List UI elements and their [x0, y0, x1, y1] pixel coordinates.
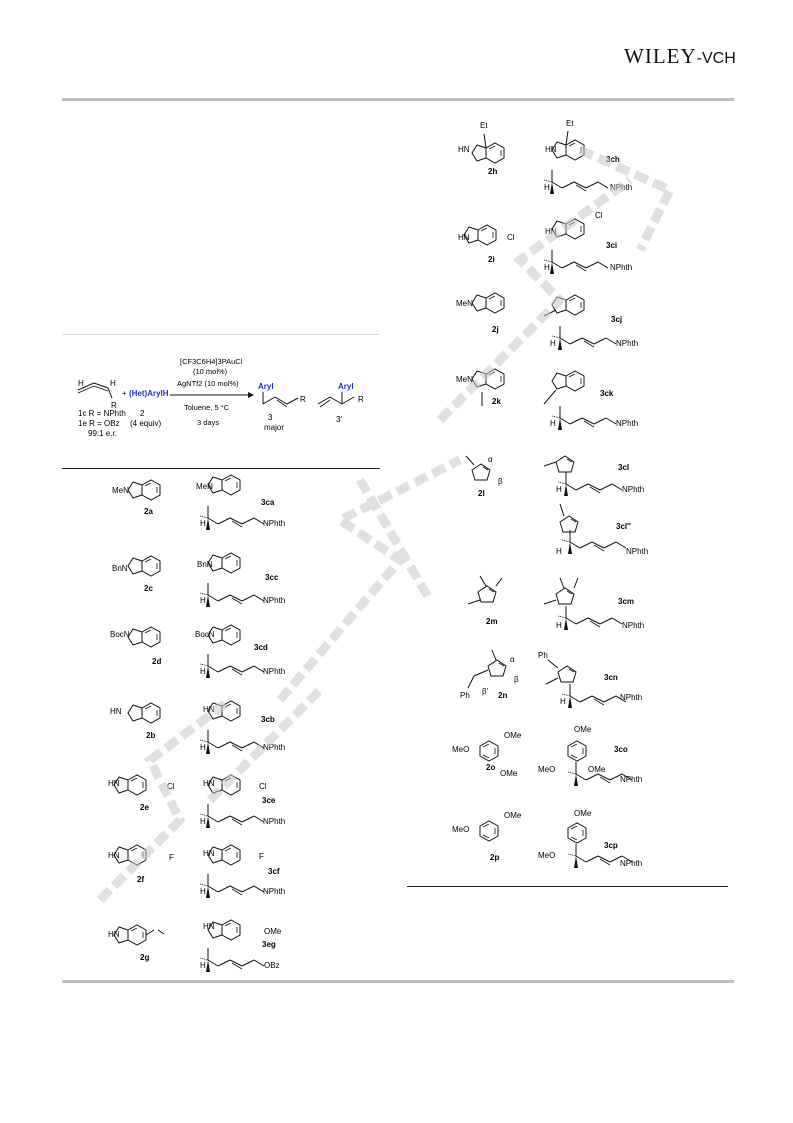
- product-number: 3cp: [604, 841, 618, 850]
- product-number: 3cl: [618, 463, 630, 472]
- product2-aryl-label: Aryl: [338, 382, 354, 391]
- prod-phenyl-label: Ph: [538, 651, 548, 660]
- tail-group: NPhth: [616, 419, 639, 428]
- reagent-number: 2: [140, 409, 145, 418]
- substituent-label: MeN: [112, 486, 129, 495]
- meo-label: MeO: [452, 825, 470, 834]
- entry-2k: [456, 369, 638, 430]
- stereo-h: H: [200, 743, 206, 752]
- substituent-label: HN: [108, 930, 120, 939]
- tail-group: NPhth: [610, 183, 633, 192]
- prod-ethyl-label: Et: [566, 119, 574, 128]
- substrate-number: 2k: [492, 397, 501, 406]
- stereo-h: H: [544, 183, 550, 192]
- stereo-h: H: [550, 419, 556, 428]
- stereo-h: H: [200, 817, 206, 826]
- entry-2e: [108, 775, 285, 828]
- prod-substituent: HN: [203, 705, 215, 714]
- substrate-number: 2j: [492, 325, 499, 334]
- product-number: 3cj: [611, 315, 623, 324]
- stereo-h: H: [544, 263, 550, 272]
- alpha-label: α: [488, 455, 493, 464]
- tail-group: NPhth: [622, 621, 645, 630]
- prod-meo: MeO: [538, 765, 556, 774]
- product-number: 3ci: [606, 241, 618, 250]
- substrate-number: 2i: [488, 255, 495, 264]
- substrate-number: 2o: [486, 763, 496, 772]
- stereo-h: H: [200, 596, 206, 605]
- tail-group-2: NPhth: [626, 547, 649, 556]
- prod-ome-2: OMe: [588, 765, 606, 774]
- substrate-number: 2g: [140, 953, 150, 962]
- tail-group: NPhth: [263, 519, 286, 528]
- tail-group: OBz: [264, 961, 280, 970]
- substrate-number: 2d: [152, 657, 162, 666]
- product-major-label: major: [264, 423, 285, 432]
- prod-meo: MeO: [538, 851, 556, 860]
- substituent-label: HN: [108, 779, 120, 788]
- entry-2m: [468, 576, 644, 630]
- substituent-x: F: [169, 853, 174, 862]
- substituent-label: BocN: [110, 630, 130, 639]
- beta-label: β: [498, 477, 503, 486]
- product-r-label: R: [300, 395, 306, 404]
- ome-label: OMe: [504, 811, 522, 820]
- substrate-number: 2b: [146, 731, 156, 740]
- prod-substituent: HN: [203, 779, 215, 788]
- prod-nh: HN: [545, 145, 557, 154]
- prod-substituent: BocN: [195, 630, 215, 639]
- catalyst-label: [CF3C6H4]3PAuCl: [180, 357, 243, 366]
- substituent-x: Cl: [167, 782, 175, 791]
- stereo-h: H: [560, 697, 566, 706]
- stereo-h: H: [200, 519, 206, 528]
- beta-label: β: [514, 675, 519, 684]
- substituent-label: HN: [108, 851, 120, 860]
- product-number: 3ch: [606, 155, 620, 164]
- substrate-number: 2f: [137, 875, 145, 884]
- prod-substituent: HN: [203, 849, 215, 858]
- substrate-number: 2l: [478, 489, 485, 498]
- product-number: 3cf: [268, 867, 280, 876]
- substrate-er: 99:1 e.r.: [88, 429, 117, 438]
- substrate-number: 2h: [488, 167, 498, 176]
- prod-nh: HN: [545, 227, 557, 236]
- entry-2b: [110, 701, 285, 754]
- ome-label-2: OMe: [500, 769, 518, 778]
- tail-group: NPhth: [616, 339, 639, 348]
- nh-label: HN: [458, 233, 470, 242]
- product-number: 3eg: [262, 940, 276, 949]
- product-3prime-number: 3': [336, 415, 342, 424]
- reagent-label: (Het)ArylH: [129, 389, 169, 398]
- prod-x: OMe: [264, 927, 282, 936]
- prod-substituent: MeN: [196, 482, 213, 491]
- publisher-logo: WILEY-VCH: [624, 44, 736, 68]
- prod-ome: OMe: [574, 809, 592, 818]
- tail-group: NPhth: [263, 817, 286, 826]
- tail-group: NPhth: [263, 887, 286, 896]
- alpha-label: α: [510, 655, 515, 664]
- substrate-number: 2e: [140, 803, 149, 812]
- catalyst-loading: (10 mol%): [193, 367, 228, 376]
- substituent-x: Cl: [507, 233, 515, 242]
- prod-substituent: HN: [203, 922, 215, 931]
- product-number: 3cd: [254, 643, 268, 652]
- substrate-number: 2n: [498, 691, 508, 700]
- nh-label: MeN: [456, 375, 473, 384]
- product-number: 3ca: [261, 498, 275, 507]
- substrate-number: 2m: [486, 617, 498, 626]
- tail-group: NPhth: [263, 667, 286, 676]
- substrate-number: 2c: [144, 584, 153, 593]
- entry-2g: [108, 920, 282, 972]
- tail-group: NPhth: [620, 693, 643, 702]
- product-number: 3cb: [261, 715, 275, 724]
- ethyl-label: Et: [480, 121, 488, 130]
- nh-label: HN: [458, 145, 470, 154]
- tail-group: NPhth: [263, 596, 286, 605]
- substituent-label: HN: [110, 707, 122, 716]
- meo-label: MeO: [452, 745, 470, 754]
- substrate-1e: 1e R = OBz: [78, 419, 120, 428]
- entry-2a: [112, 475, 285, 530]
- product-number: 3cc: [265, 573, 279, 582]
- stereo-h: H: [200, 887, 206, 896]
- stereo-h-2: H: [556, 547, 562, 556]
- reaction-scheme: [78, 357, 364, 438]
- prod-x: F: [259, 852, 264, 861]
- product-number: 3cn: [604, 673, 618, 682]
- substrate-1c: 1c R = NPhth: [78, 409, 126, 418]
- prod-ome-1: OMe: [574, 725, 592, 734]
- substituent-label: BnN: [112, 564, 128, 573]
- prod-x: Cl: [595, 211, 603, 220]
- tail-group: NPhth: [610, 263, 633, 272]
- beta-prime-label: β': [482, 687, 489, 696]
- tail-group: NPhth: [263, 743, 286, 752]
- entry-2f: [108, 845, 285, 898]
- stereo-h: H: [200, 667, 206, 676]
- allene-h2-label: H: [110, 379, 116, 388]
- entry-2n: [460, 650, 642, 708]
- stereo-h: H: [556, 621, 562, 630]
- solvent-label: Toluene, 5 °C: [184, 403, 230, 412]
- prod-substituent: BnN: [197, 560, 213, 569]
- time-label: 3 days: [197, 418, 220, 427]
- stereo-h: H: [550, 339, 556, 348]
- tail-group: NPhth: [622, 485, 645, 494]
- prod-x: Cl: [259, 782, 267, 791]
- entry-2o: [452, 725, 642, 786]
- product-number: 3cm: [618, 597, 635, 606]
- stereo-h: H: [200, 961, 206, 970]
- substrate-number: 2p: [490, 853, 500, 862]
- product-aryl-label: Aryl: [258, 382, 274, 391]
- entry-2i: [458, 211, 632, 274]
- stereo-h: H: [556, 485, 562, 494]
- tail-group: NPhth: [620, 775, 643, 784]
- tail-group: NPhth: [620, 859, 643, 868]
- product2-r-label: R: [358, 395, 364, 404]
- ome-label-1: OMe: [504, 731, 522, 740]
- entry-2p: [452, 809, 642, 868]
- product-number-2: 3cl'': [616, 522, 631, 531]
- cocatalyst-label: AgNTf2 (10 mol%): [177, 379, 239, 388]
- product-number: 3ck: [600, 389, 614, 398]
- nh-label: MeN: [456, 299, 473, 308]
- phenyl-label: Ph: [460, 691, 470, 700]
- entry-2l: [466, 455, 648, 556]
- product-3-number: 3: [268, 413, 273, 422]
- plus-sign: +: [122, 389, 127, 398]
- allene-h-label: H: [78, 379, 84, 388]
- entry-2j: [456, 293, 638, 350]
- substrate-number: 2a: [144, 507, 153, 516]
- allene-r-label: R: [111, 401, 117, 410]
- reagent-equiv: (4 equiv): [130, 419, 162, 428]
- entry-2h: [458, 119, 632, 194]
- entry-2c: [112, 553, 285, 607]
- entry-2d: [110, 625, 285, 678]
- product-number: 3co: [614, 745, 628, 754]
- product-number: 3ce: [262, 796, 276, 805]
